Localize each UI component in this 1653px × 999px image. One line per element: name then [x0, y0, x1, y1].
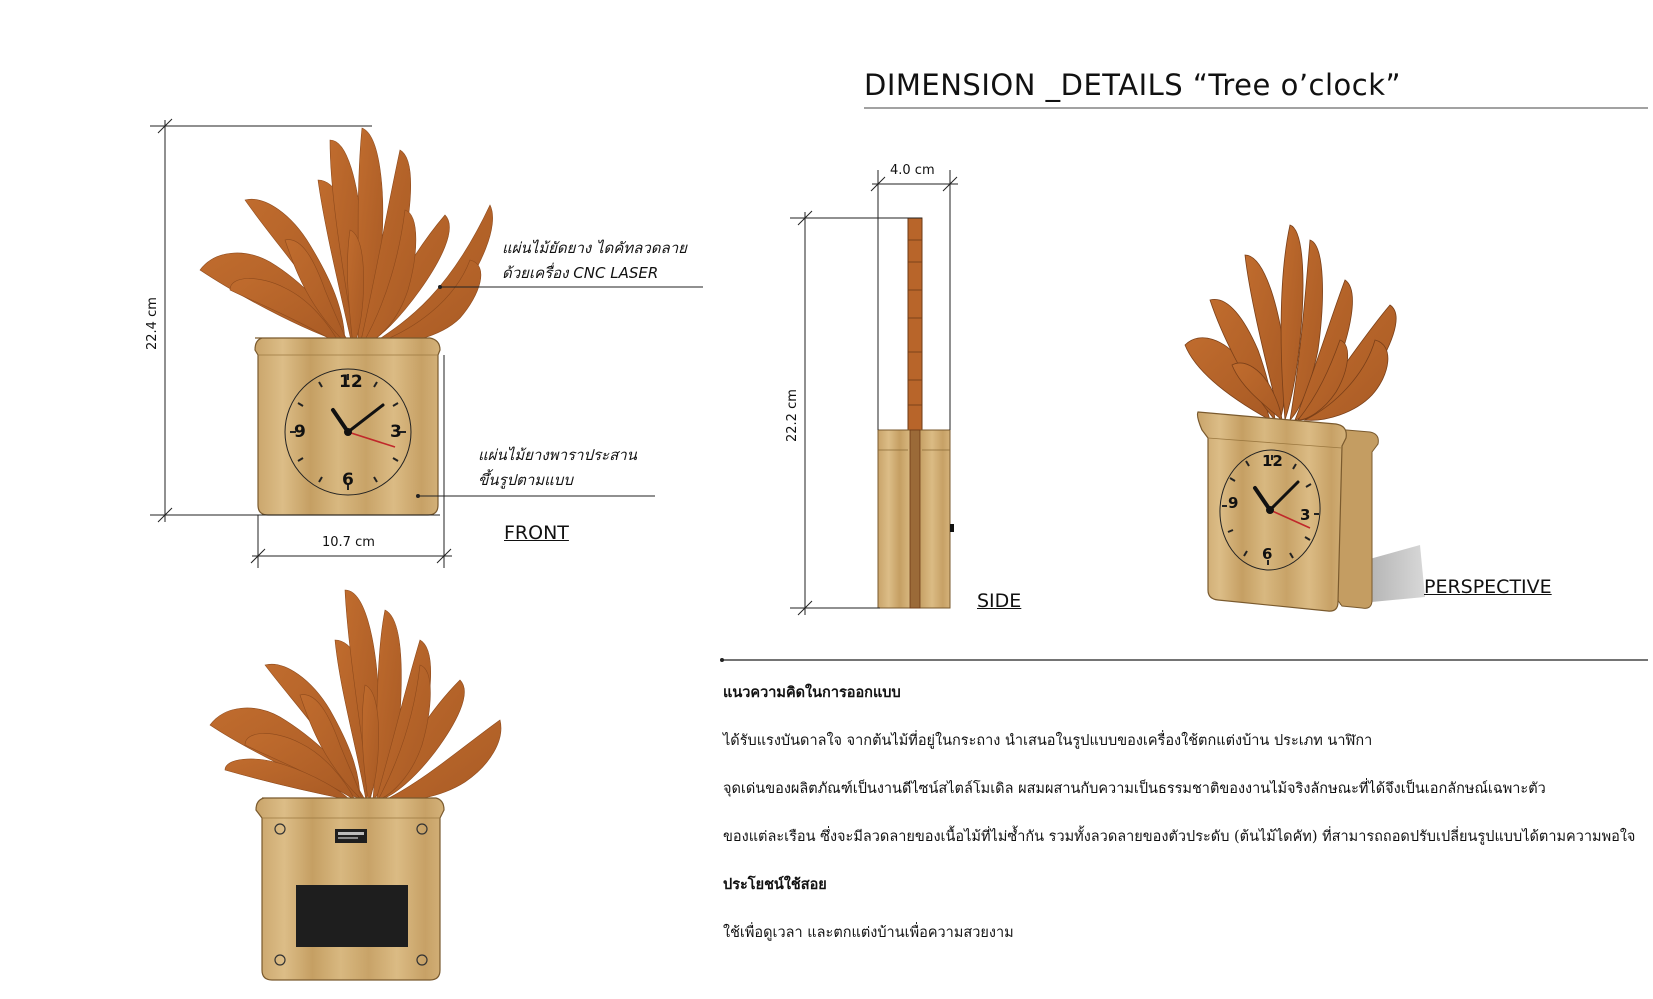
perspective-clock-number-9: 9: [1228, 494, 1239, 512]
perspective-clock-number-6: 6: [1262, 545, 1273, 563]
side-clock-knob: [950, 524, 954, 532]
perspective-leaves: [1185, 225, 1396, 420]
side-view-label: SIDE: [977, 590, 1022, 612]
front-height-dimension: 22.4 cm: [145, 297, 160, 350]
base-annotation: [478, 443, 637, 493]
base-annotation-line2: ขึ้นรูปตามแบบ: [478, 471, 573, 489]
perspective-view-label: PERSPECTIVE: [1424, 576, 1552, 598]
front-view-label: FRONT: [504, 522, 569, 544]
concept-heading: แนวความคิดในการออกแบบ: [723, 684, 901, 701]
use-paragraph: ใช้เพื่อดูเวลา และตกแต่งบ้านเพื่อความสวยงาม: [723, 925, 1014, 941]
concept-paragraph-1: ได้รับแรงบันดาลใจ จากต้นไม้ที่อยู่ในกระถาง นำเสนอในรูปแบบของเครื่องใช้ตกแต่งบ้าน ประเภท นาฬิกา: [723, 733, 1373, 749]
perspective-view: [1185, 225, 1425, 611]
front-clock-number-9: 9: [294, 422, 306, 442]
concept-paragraph-3: ของแต่ละเรือน ซึ่งจะมีลวดลายของเนื้อไม้ที่ไม่ซ้ำกัน รวมทั้งลวดลายของตัวประดับ (ต้นไม้ไดคัท) ที่สามารถถอดปรับเปลี่ยนรูปแบบได้ตามความพอใจ: [723, 829, 1636, 845]
base-annotation-line1: แผ่นไม้ยางพาราประสาน: [478, 446, 637, 464]
back-battery-box: [296, 885, 408, 947]
front-clock-number-6: 6: [342, 470, 354, 490]
front-clock-number-12: 12: [339, 372, 363, 392]
back-leaves: [210, 590, 501, 801]
front-view: [150, 119, 703, 568]
front-width-dimension: 10.7 cm: [322, 535, 375, 550]
front-clock-number-3: 3: [390, 422, 402, 442]
side-depth-dimension: 4.0 cm: [890, 163, 935, 178]
perspective-clock-number-3: 3: [1300, 506, 1311, 524]
front-leaves: [200, 128, 493, 345]
back-view: [210, 590, 501, 980]
leaves-annotation-line2: ด้วยเครื่อง CNC LASER: [502, 264, 659, 282]
perspective-clock-number-12: 12: [1262, 452, 1283, 470]
back-logo-plate: [335, 829, 367, 843]
use-heading: ประโยชน์ใช้สอย: [723, 876, 827, 893]
page-title: DIMENSION _DETAILS “Tree o’clock”: [864, 68, 1402, 102]
side-view: [790, 170, 958, 615]
leaves-annotation: [502, 236, 687, 286]
side-height-dimension: 22.2 cm: [785, 389, 800, 442]
concept-paragraph-2: จุดเด่นของผลิตภัณฑ์เป็นงานดีไซน์สไตล์โมเดิล ผสมผสานกับความเป็นธรรมชาติของงานไม้จริงลักษณะที่ได้จึงเป็นเอกลักษณ์เฉพาะตัว: [723, 781, 1546, 797]
leaves-annotation-line1: แผ่นไม้ยัดยาง ไดคัทลวดลาย: [502, 239, 687, 257]
